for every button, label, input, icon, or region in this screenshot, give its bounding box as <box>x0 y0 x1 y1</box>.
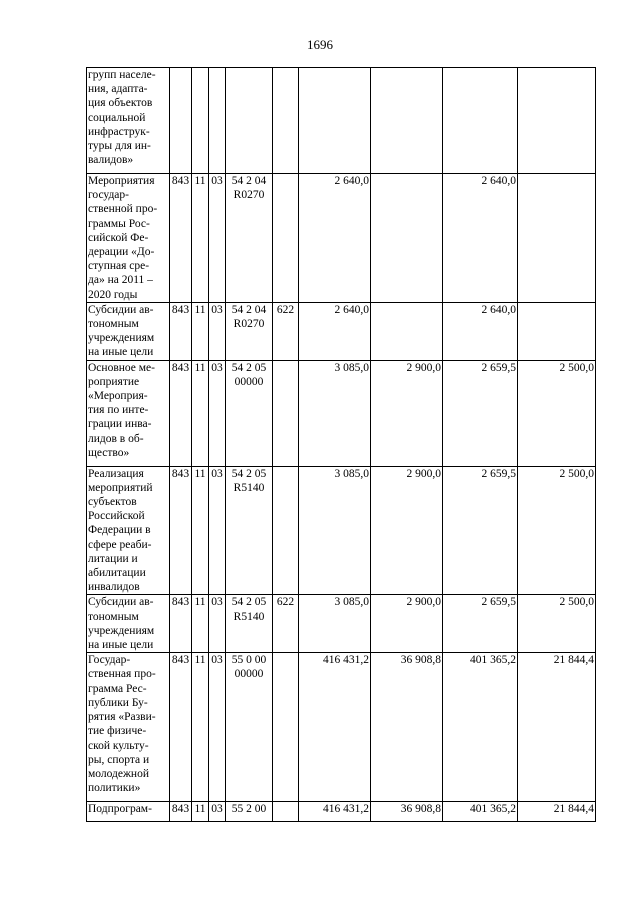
amount-4-cell: 21 844,4 <box>518 802 596 822</box>
amount-4-cell: 2 500,0 <box>518 466 596 595</box>
target-article-cell: 55 0 00 00000 <box>226 653 273 802</box>
amount-1-cell: 2 640,0 <box>299 302 371 360</box>
row-name-cell: Основное ме- роприятие «Мероприя- тия по инте- грации инва- лидов в об- щество» <box>87 360 170 466</box>
grbs-cell: 843 <box>170 595 192 653</box>
expense-type-cell <box>273 466 299 595</box>
amount-1-cell: 2 640,0 <box>299 174 371 303</box>
target-article-cell: 54 2 05 R5140 <box>226 466 273 595</box>
row-name-cell: Субсидии ав- тономным учреждениям на иные цели <box>87 595 170 653</box>
target-article-cell: 54 2 05 R5140 <box>226 595 273 653</box>
amount-2-cell: 36 908,8 <box>371 802 443 822</box>
amount-2-cell: 2 900,0 <box>371 360 443 466</box>
amount-4-cell: 2 500,0 <box>518 360 596 466</box>
row-name-cell: Реализация мероприятий субъектов Российской Федерации в сфере реаби- литации и абилитации инвалидов <box>87 466 170 595</box>
amount-1-cell: 3 085,0 <box>299 466 371 595</box>
target-article-cell: 55 2 00 <box>226 802 273 822</box>
section-cell: 11 <box>192 595 209 653</box>
amount-4-cell <box>518 174 596 303</box>
amount-3-cell: 401 365,2 <box>443 653 518 802</box>
row-name-cell: Мероприятия государ- ственной про- граммы Рос- сийской Фе- дерации «До- ступная сре- да» на 2011 – 2020 годы <box>87 174 170 303</box>
subsection-cell: 03 <box>209 466 226 595</box>
amount-3-cell: 2 659,5 <box>443 360 518 466</box>
amount-2-cell: 2 900,0 <box>371 595 443 653</box>
subsection-cell: 03 <box>209 802 226 822</box>
expense-type-cell <box>273 802 299 822</box>
grbs-cell: 843 <box>170 802 192 822</box>
table-row <box>87 595 596 653</box>
row-name-cell: Субсидии ав- тономным учреждениям на иные цели <box>87 302 170 360</box>
section-cell: 11 <box>192 360 209 466</box>
table-row <box>87 466 596 595</box>
expense-type-cell: 622 <box>273 595 299 653</box>
table-row <box>87 802 596 822</box>
amount-3-cell: 2 640,0 <box>443 302 518 360</box>
grbs-cell <box>170 68 192 174</box>
grbs-cell: 843 <box>170 302 192 360</box>
amount-1-cell: 3 085,0 <box>299 360 371 466</box>
amount-3-cell: 2 640,0 <box>443 174 518 303</box>
subsection-cell: 03 <box>209 174 226 303</box>
section-cell: 11 <box>192 302 209 360</box>
amount-2-cell <box>371 68 443 174</box>
target-article-cell: 54 2 05 00000 <box>226 360 273 466</box>
row-name-cell: Подпрограм- <box>87 802 170 822</box>
target-article-cell: 54 2 04 R0270 <box>226 302 273 360</box>
amount-3-cell: 2 659,5 <box>443 595 518 653</box>
amount-3-cell: 401 365,2 <box>443 802 518 822</box>
grbs-cell: 843 <box>170 174 192 303</box>
grbs-cell: 843 <box>170 466 192 595</box>
amount-2-cell <box>371 174 443 303</box>
subsection-cell <box>209 68 226 174</box>
amount-3-cell: 2 659,5 <box>443 466 518 595</box>
table-row <box>87 653 596 802</box>
table-row <box>87 68 596 174</box>
amount-2-cell <box>371 302 443 360</box>
amount-1-cell: 3 085,0 <box>299 595 371 653</box>
amount-4-cell: 2 500,0 <box>518 595 596 653</box>
table-row <box>87 174 596 303</box>
subsection-cell: 03 <box>209 302 226 360</box>
amount-1-cell: 416 431,2 <box>299 653 371 802</box>
section-cell <box>192 68 209 174</box>
table-row <box>87 360 596 466</box>
expense-type-cell <box>273 68 299 174</box>
expense-type-cell <box>273 174 299 303</box>
amount-1-cell: 416 431,2 <box>299 802 371 822</box>
target-article-cell: 54 2 04 R0270 <box>226 174 273 303</box>
amount-4-cell <box>518 302 596 360</box>
section-cell: 11 <box>192 802 209 822</box>
expense-type-cell: 622 <box>273 302 299 360</box>
target-article-cell <box>226 68 273 174</box>
expense-type-cell <box>273 653 299 802</box>
amount-1-cell <box>299 68 371 174</box>
section-cell: 11 <box>192 466 209 595</box>
amount-2-cell: 2 900,0 <box>371 466 443 595</box>
amount-2-cell: 36 908,8 <box>371 653 443 802</box>
row-name-cell: групп населе- ния, адапта- ция объектов социальной инфраструк- туры для ин- валидов» <box>87 68 170 174</box>
grbs-cell: 843 <box>170 360 192 466</box>
amount-4-cell <box>518 68 596 174</box>
row-name-cell: Государ- ственная про- грамма Рес- публики Бу- рятия «Разви- тие физиче- ской культу- ры, спорта и молодежной политики» <box>87 653 170 802</box>
amount-3-cell <box>443 68 518 174</box>
subsection-cell: 03 <box>209 360 226 466</box>
section-cell: 11 <box>192 653 209 802</box>
subsection-cell: 03 <box>209 595 226 653</box>
expense-type-cell <box>273 360 299 466</box>
page-number: 1696 <box>307 37 333 52</box>
subsection-cell: 03 <box>209 653 226 802</box>
amount-4-cell: 21 844,4 <box>518 653 596 802</box>
section-cell: 11 <box>192 174 209 303</box>
grbs-cell: 843 <box>170 653 192 802</box>
budget-table <box>86 67 596 822</box>
table-row <box>87 302 596 360</box>
